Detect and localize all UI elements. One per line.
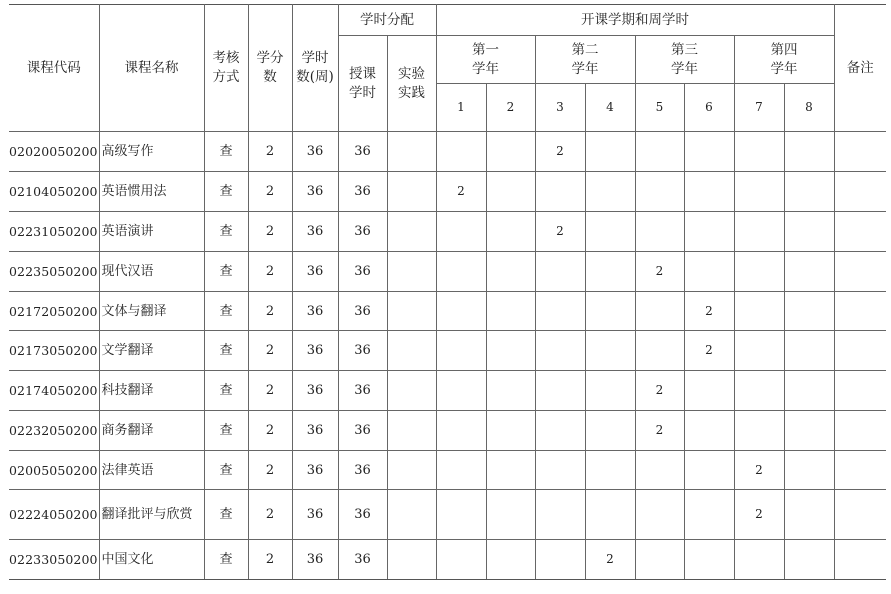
semester-1-cell — [436, 331, 486, 371]
semester-4-cell: 2 — [585, 540, 635, 580]
semester-5-cell: 2 — [635, 252, 684, 292]
lecture-hours-cell: 36 — [338, 212, 387, 252]
remarks-cell — [834, 411, 886, 451]
semester-1-cell — [436, 252, 486, 292]
semester-2-cell — [486, 172, 535, 212]
practice-cell — [387, 252, 436, 292]
semester-4-cell — [585, 132, 635, 172]
semester-3-cell — [535, 490, 585, 540]
semester-3-cell: 2 — [535, 212, 585, 252]
semester-6-cell — [684, 132, 734, 172]
header-assessment: 考核 方式 — [204, 5, 248, 132]
header-course-code: 课程代码 — [9, 5, 99, 132]
semester-8-cell — [784, 252, 834, 292]
semester-4-cell — [585, 212, 635, 252]
semester-7-cell: 2 — [734, 490, 784, 540]
practice-cell — [387, 212, 436, 252]
semester-6-cell — [684, 212, 734, 252]
header-semester-6: 6 — [684, 84, 734, 132]
header-semester-title: 开课学期和周学时 — [436, 5, 834, 36]
course-code-cell: 02173050200 — [9, 331, 99, 371]
hours-cell: 36 — [292, 411, 338, 451]
course-code-cell: 02104050200 — [9, 172, 99, 212]
course-code-cell: 02231050200 — [9, 212, 99, 252]
semester-4-cell — [585, 451, 635, 490]
practice-cell — [387, 132, 436, 172]
semester-5-cell: 2 — [635, 371, 684, 411]
table-row — [9, 292, 886, 331]
semester-4-cell — [585, 371, 635, 411]
assessment-cell: 查 — [204, 132, 248, 172]
semester-1-cell — [436, 292, 486, 331]
credits-cell: 2 — [248, 411, 292, 451]
semester-7-cell — [734, 252, 784, 292]
semester-6-cell — [684, 451, 734, 490]
table-row — [9, 540, 886, 580]
hours-cell: 36 — [292, 252, 338, 292]
hours-cell: 36 — [292, 212, 338, 252]
header-practice: 实验 实践 — [387, 36, 436, 132]
semester-5-cell — [635, 490, 684, 540]
semester-2-cell — [486, 331, 535, 371]
semester-1-cell — [436, 371, 486, 411]
semester-8-cell — [784, 540, 834, 580]
semester-4-cell — [585, 490, 635, 540]
header-course-name: 课程名称 — [99, 5, 204, 132]
semester-6-cell: 2 — [684, 292, 734, 331]
assessment-cell: 查 — [204, 331, 248, 371]
practice-cell — [387, 331, 436, 371]
course-name-cell: 科技翻译 — [99, 371, 204, 411]
remarks-cell — [834, 172, 886, 212]
semester-2-cell — [486, 540, 535, 580]
semester-3-cell — [535, 540, 585, 580]
semester-8-cell — [784, 132, 834, 172]
course-name-cell: 英语惯用法 — [99, 172, 204, 212]
semester-2-cell — [486, 490, 535, 540]
semester-6-cell — [684, 540, 734, 580]
credits-cell: 2 — [248, 331, 292, 371]
table-row — [9, 451, 886, 490]
hours-cell: 36 — [292, 490, 338, 540]
header-semester-4: 4 — [585, 84, 635, 132]
credits-cell: 2 — [248, 371, 292, 411]
header-semester-3: 3 — [535, 84, 585, 132]
credits-cell: 2 — [248, 212, 292, 252]
header-year-3: 第三 学年 — [635, 36, 734, 84]
header-semester-1: 1 — [436, 84, 486, 132]
semester-3-cell — [535, 331, 585, 371]
semester-7-cell — [734, 371, 784, 411]
semester-6-cell — [684, 252, 734, 292]
table-row — [9, 490, 886, 540]
course-name-cell: 文学翻译 — [99, 331, 204, 371]
semester-2-cell — [486, 252, 535, 292]
practice-cell — [387, 292, 436, 331]
semester-5-cell — [635, 540, 684, 580]
semester-6-cell — [684, 172, 734, 212]
course-name-cell: 商务翻译 — [99, 411, 204, 451]
hours-cell: 36 — [292, 292, 338, 331]
semester-3-cell — [535, 411, 585, 451]
course-name-cell: 现代汉语 — [99, 252, 204, 292]
semester-4-cell — [585, 411, 635, 451]
lecture-hours-cell: 36 — [338, 451, 387, 490]
semester-2-cell — [486, 411, 535, 451]
semester-7-cell — [734, 292, 784, 331]
lecture-hours-cell: 36 — [338, 490, 387, 540]
assessment-cell: 查 — [204, 411, 248, 451]
course-code-cell: 02235050200 — [9, 252, 99, 292]
hours-cell: 36 — [292, 451, 338, 490]
semester-1-cell — [436, 132, 486, 172]
semester-3-cell — [535, 252, 585, 292]
semester-4-cell — [585, 331, 635, 371]
semester-8-cell — [784, 292, 834, 331]
hours-cell: 36 — [292, 331, 338, 371]
lecture-hours-cell: 36 — [338, 292, 387, 331]
course-name-cell: 文体与翻译 — [99, 292, 204, 331]
semester-1-cell: 2 — [436, 172, 486, 212]
practice-cell — [387, 540, 436, 580]
semester-6-cell: 2 — [684, 331, 734, 371]
semester-8-cell — [784, 172, 834, 212]
assessment-cell: 查 — [204, 490, 248, 540]
semester-8-cell — [784, 451, 834, 490]
course-code-cell: 02233050200 — [9, 540, 99, 580]
assessment-cell: 查 — [204, 252, 248, 292]
semester-5-cell — [635, 132, 684, 172]
header-hour-distribution: 学时分配 — [338, 5, 436, 36]
header-year-4: 第四 学年 — [734, 36, 834, 84]
semester-3-cell — [535, 371, 585, 411]
table-row — [9, 172, 886, 212]
hours-cell: 36 — [292, 172, 338, 212]
lecture-hours-cell: 36 — [338, 172, 387, 212]
header-credits: 学分 数 — [248, 5, 292, 132]
table-row — [9, 411, 886, 451]
semester-7-cell — [734, 540, 784, 580]
remarks-cell — [834, 331, 886, 371]
semester-1-cell — [436, 540, 486, 580]
semester-7-cell: 2 — [734, 451, 784, 490]
hours-cell: 36 — [292, 132, 338, 172]
assessment-cell: 查 — [204, 172, 248, 212]
lecture-hours-cell: 36 — [338, 540, 387, 580]
course-name-cell: 高级写作 — [99, 132, 204, 172]
credits-cell: 2 — [248, 490, 292, 540]
semester-3-cell: 2 — [535, 132, 585, 172]
semester-8-cell — [784, 331, 834, 371]
remarks-cell — [834, 451, 886, 490]
table-row — [9, 331, 886, 371]
semester-1-cell — [436, 212, 486, 252]
semester-3-cell — [535, 451, 585, 490]
credits-cell: 2 — [248, 172, 292, 212]
semester-6-cell — [684, 411, 734, 451]
course-code-cell: 02224050200 — [9, 490, 99, 540]
table-row — [9, 371, 886, 411]
semester-4-cell — [585, 292, 635, 331]
practice-cell — [387, 172, 436, 212]
semester-7-cell — [734, 172, 784, 212]
table-header — [9, 5, 886, 132]
semester-7-cell — [734, 132, 784, 172]
semester-8-cell — [784, 212, 834, 252]
semester-7-cell — [734, 212, 784, 252]
credits-cell: 2 — [248, 292, 292, 331]
remarks-cell — [834, 212, 886, 252]
credits-cell: 2 — [248, 132, 292, 172]
semester-6-cell — [684, 490, 734, 540]
semester-7-cell — [734, 331, 784, 371]
practice-cell — [387, 411, 436, 451]
curriculum-table — [9, 4, 886, 580]
lecture-hours-cell: 36 — [338, 411, 387, 451]
hours-cell: 36 — [292, 371, 338, 411]
header-semester-8: 8 — [784, 84, 834, 132]
course-name-cell: 英语演讲 — [99, 212, 204, 252]
hours-cell: 36 — [292, 540, 338, 580]
lecture-hours-cell: 36 — [338, 132, 387, 172]
header-year-1: 第一 学年 — [436, 36, 535, 84]
semester-2-cell — [486, 451, 535, 490]
course-name-cell: 法律英语 — [99, 451, 204, 490]
semester-8-cell — [784, 490, 834, 540]
lecture-hours-cell: 36 — [338, 252, 387, 292]
remarks-cell — [834, 252, 886, 292]
semester-5-cell — [635, 292, 684, 331]
header-remarks: 备注 — [834, 5, 886, 132]
semester-5-cell — [635, 212, 684, 252]
semester-8-cell — [784, 371, 834, 411]
credits-cell: 2 — [248, 540, 292, 580]
semester-3-cell — [535, 292, 585, 331]
credits-cell: 2 — [248, 451, 292, 490]
semester-7-cell — [734, 411, 784, 451]
semester-8-cell — [784, 411, 834, 451]
course-code-cell: 02174050200 — [9, 371, 99, 411]
semester-6-cell — [684, 371, 734, 411]
header-semester-7: 7 — [734, 84, 784, 132]
course-code-cell: 02232050200 — [9, 411, 99, 451]
header-year-2: 第二 学年 — [535, 36, 635, 84]
assessment-cell: 查 — [204, 371, 248, 411]
semester-5-cell: 2 — [635, 411, 684, 451]
credits-cell: 2 — [248, 252, 292, 292]
course-name-cell: 翻译批评与欣赏 — [99, 490, 204, 540]
practice-cell — [387, 490, 436, 540]
table-row — [9, 132, 886, 172]
assessment-cell: 查 — [204, 212, 248, 252]
course-name-cell: 中国文化 — [99, 540, 204, 580]
remarks-cell — [834, 371, 886, 411]
remarks-cell — [834, 132, 886, 172]
semester-5-cell — [635, 451, 684, 490]
lecture-hours-cell: 36 — [338, 371, 387, 411]
assessment-cell: 查 — [204, 451, 248, 490]
table-row — [9, 252, 886, 292]
assessment-cell: 查 — [204, 540, 248, 580]
lecture-hours-cell: 36 — [338, 331, 387, 371]
semester-2-cell — [486, 292, 535, 331]
semester-2-cell — [486, 212, 535, 252]
semester-2-cell — [486, 371, 535, 411]
semester-1-cell — [436, 490, 486, 540]
semester-3-cell — [535, 172, 585, 212]
semester-5-cell — [635, 331, 684, 371]
semester-4-cell — [585, 172, 635, 212]
remarks-cell — [834, 292, 886, 331]
semester-5-cell — [635, 172, 684, 212]
header-semester-2: 2 — [486, 84, 535, 132]
assessment-cell: 查 — [204, 292, 248, 331]
header-hours: 学时 数(周) — [292, 5, 338, 132]
semester-1-cell — [436, 411, 486, 451]
semester-1-cell — [436, 451, 486, 490]
table-body — [9, 132, 886, 580]
semester-4-cell — [585, 252, 635, 292]
header-semester-5: 5 — [635, 84, 684, 132]
table-row — [9, 212, 886, 252]
course-code-cell: 02172050200 — [9, 292, 99, 331]
remarks-cell — [834, 540, 886, 580]
practice-cell — [387, 451, 436, 490]
header-lecture-hours: 授课 学时 — [338, 36, 387, 132]
practice-cell — [387, 371, 436, 411]
course-code-cell: 02005050200 — [9, 451, 99, 490]
semester-2-cell — [486, 132, 535, 172]
course-code-cell: 02020050200 — [9, 132, 99, 172]
remarks-cell — [834, 490, 886, 540]
